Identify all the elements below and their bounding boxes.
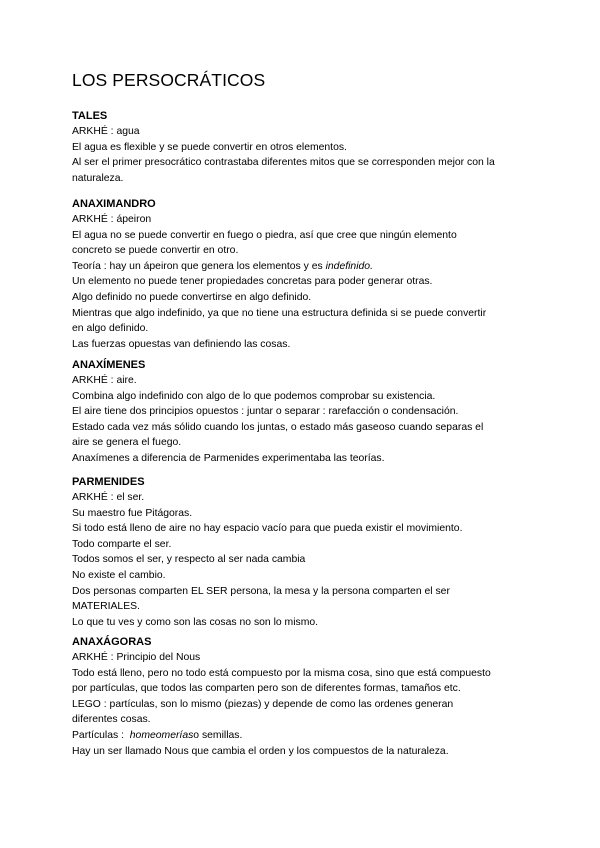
text-line: Dos personas comparten EL SER persona, la mesa y la persona comparten el ser: [72, 585, 450, 597]
text-line: Hay un ser llamado Nous que cambia el orden y los compuestos de la naturaleza.: [72, 745, 449, 757]
text-line: Algo definido no puede convertirse en algo definido.: [72, 291, 312, 303]
text-line: Todo comparte el ser.: [72, 538, 172, 550]
text-line: Su maestro fue Pitágoras.: [72, 507, 193, 519]
text-line: por partículas, que todos las comparten pero son de diferentes formas, tamaños etc.: [72, 683, 461, 695]
section-tales: [72, 108, 542, 186]
section-heading: ANAXÁGORAS: [72, 636, 152, 648]
text-line: diferentes cosas.: [72, 714, 151, 726]
section-heading: TALES: [72, 110, 108, 122]
text-line: Mientras que algo indefinido, ya que no tiene una estructura definida si se puede convertir: [72, 307, 487, 319]
text-line: Estado cada vez más sólido cuando los juntas, o estado más gaseoso cuando separas el: [72, 421, 484, 433]
text-line: Si todo está lleno de aire no hay espacio vacío para que pueda existir el movimiento.: [72, 523, 463, 535]
text-line: El agua es flexible y se puede convertir en otros elementos.: [72, 141, 347, 153]
text-line: Un elemento no puede tener propiedades concretas para poder generar otras.: [72, 276, 433, 288]
italic-term: indefinido.: [325, 260, 373, 272]
text-line: aire se genera el fuego.: [72, 437, 182, 449]
text-line: No existe el cambio.: [72, 569, 166, 581]
text-line: Todos somos el ser, y respecto al ser nada cambia: [72, 554, 306, 566]
text-fragment: Teoría : hay un ápeiron que genera los elementos y es: [72, 260, 323, 272]
section-parmenides: [72, 474, 542, 630]
text-line: Las fuerzas opuestas van definiendo las cosas.: [72, 338, 291, 350]
text-line: en algo definido.: [72, 323, 149, 335]
section-anaximandro: [72, 196, 542, 352]
text-line: Al ser el primer presocrático contrastaba diferentes mitos que se corresponden mejor con la: [72, 157, 495, 169]
text-line: El aire tiene dos principios opuestos : juntar o separar : rarefacción o condensación.: [72, 406, 459, 418]
text-line: concreto se puede convertir en otro.: [72, 245, 239, 257]
section-heading: ANAXÍMENES: [72, 359, 146, 371]
text-line: ARKHÉ : Principio del Nous: [72, 652, 201, 663]
section-heading: ANAXIMANDRO: [72, 198, 156, 210]
italic-term: homeomerías: [129, 729, 194, 741]
text-line: naturaleza.: [72, 172, 124, 184]
text-line: Anaxímenes a diferencia de Parmenides experimentaba las teorías.: [72, 452, 385, 464]
page-title: LOS PERSOCRÁTICOS: [72, 70, 266, 90]
section-heading: PARMENIDES: [72, 476, 145, 488]
section-anaximenes: [72, 357, 542, 467]
text-line: ARKHÉ : agua: [72, 126, 140, 137]
text-line: LEGO : partículas, son lo mismo (piezas) y depende de como las ordenes generan: [72, 698, 454, 710]
text-line: ARKHÉ : aire.: [72, 375, 137, 386]
text-line: Combina algo indefinido con algo de lo que podemos comprobar su existencia.: [72, 390, 436, 402]
text-line: [72, 259, 542, 275]
text-line: El agua no se puede convertir en fuego o piedra, así que cree que ningún elemento: [72, 229, 457, 241]
text-fragment: o semillas.: [193, 729, 243, 741]
text-line: MATERIALES.: [72, 601, 140, 613]
text-line: Todo está lleno, pero no todo está compuesto por la misma cosa, sino que está compuesto: [72, 667, 491, 679]
text-line: Lo que tu ves y como son las cosas no son lo mismo.: [72, 616, 319, 628]
text-fragment: Partículas :: [72, 729, 124, 741]
section-anaxagoras: [72, 634, 542, 759]
text-line: ARKHÉ : ápeiron: [72, 214, 152, 225]
text-line: [72, 728, 542, 744]
text-line: ARKHÉ : el ser.: [72, 492, 145, 503]
